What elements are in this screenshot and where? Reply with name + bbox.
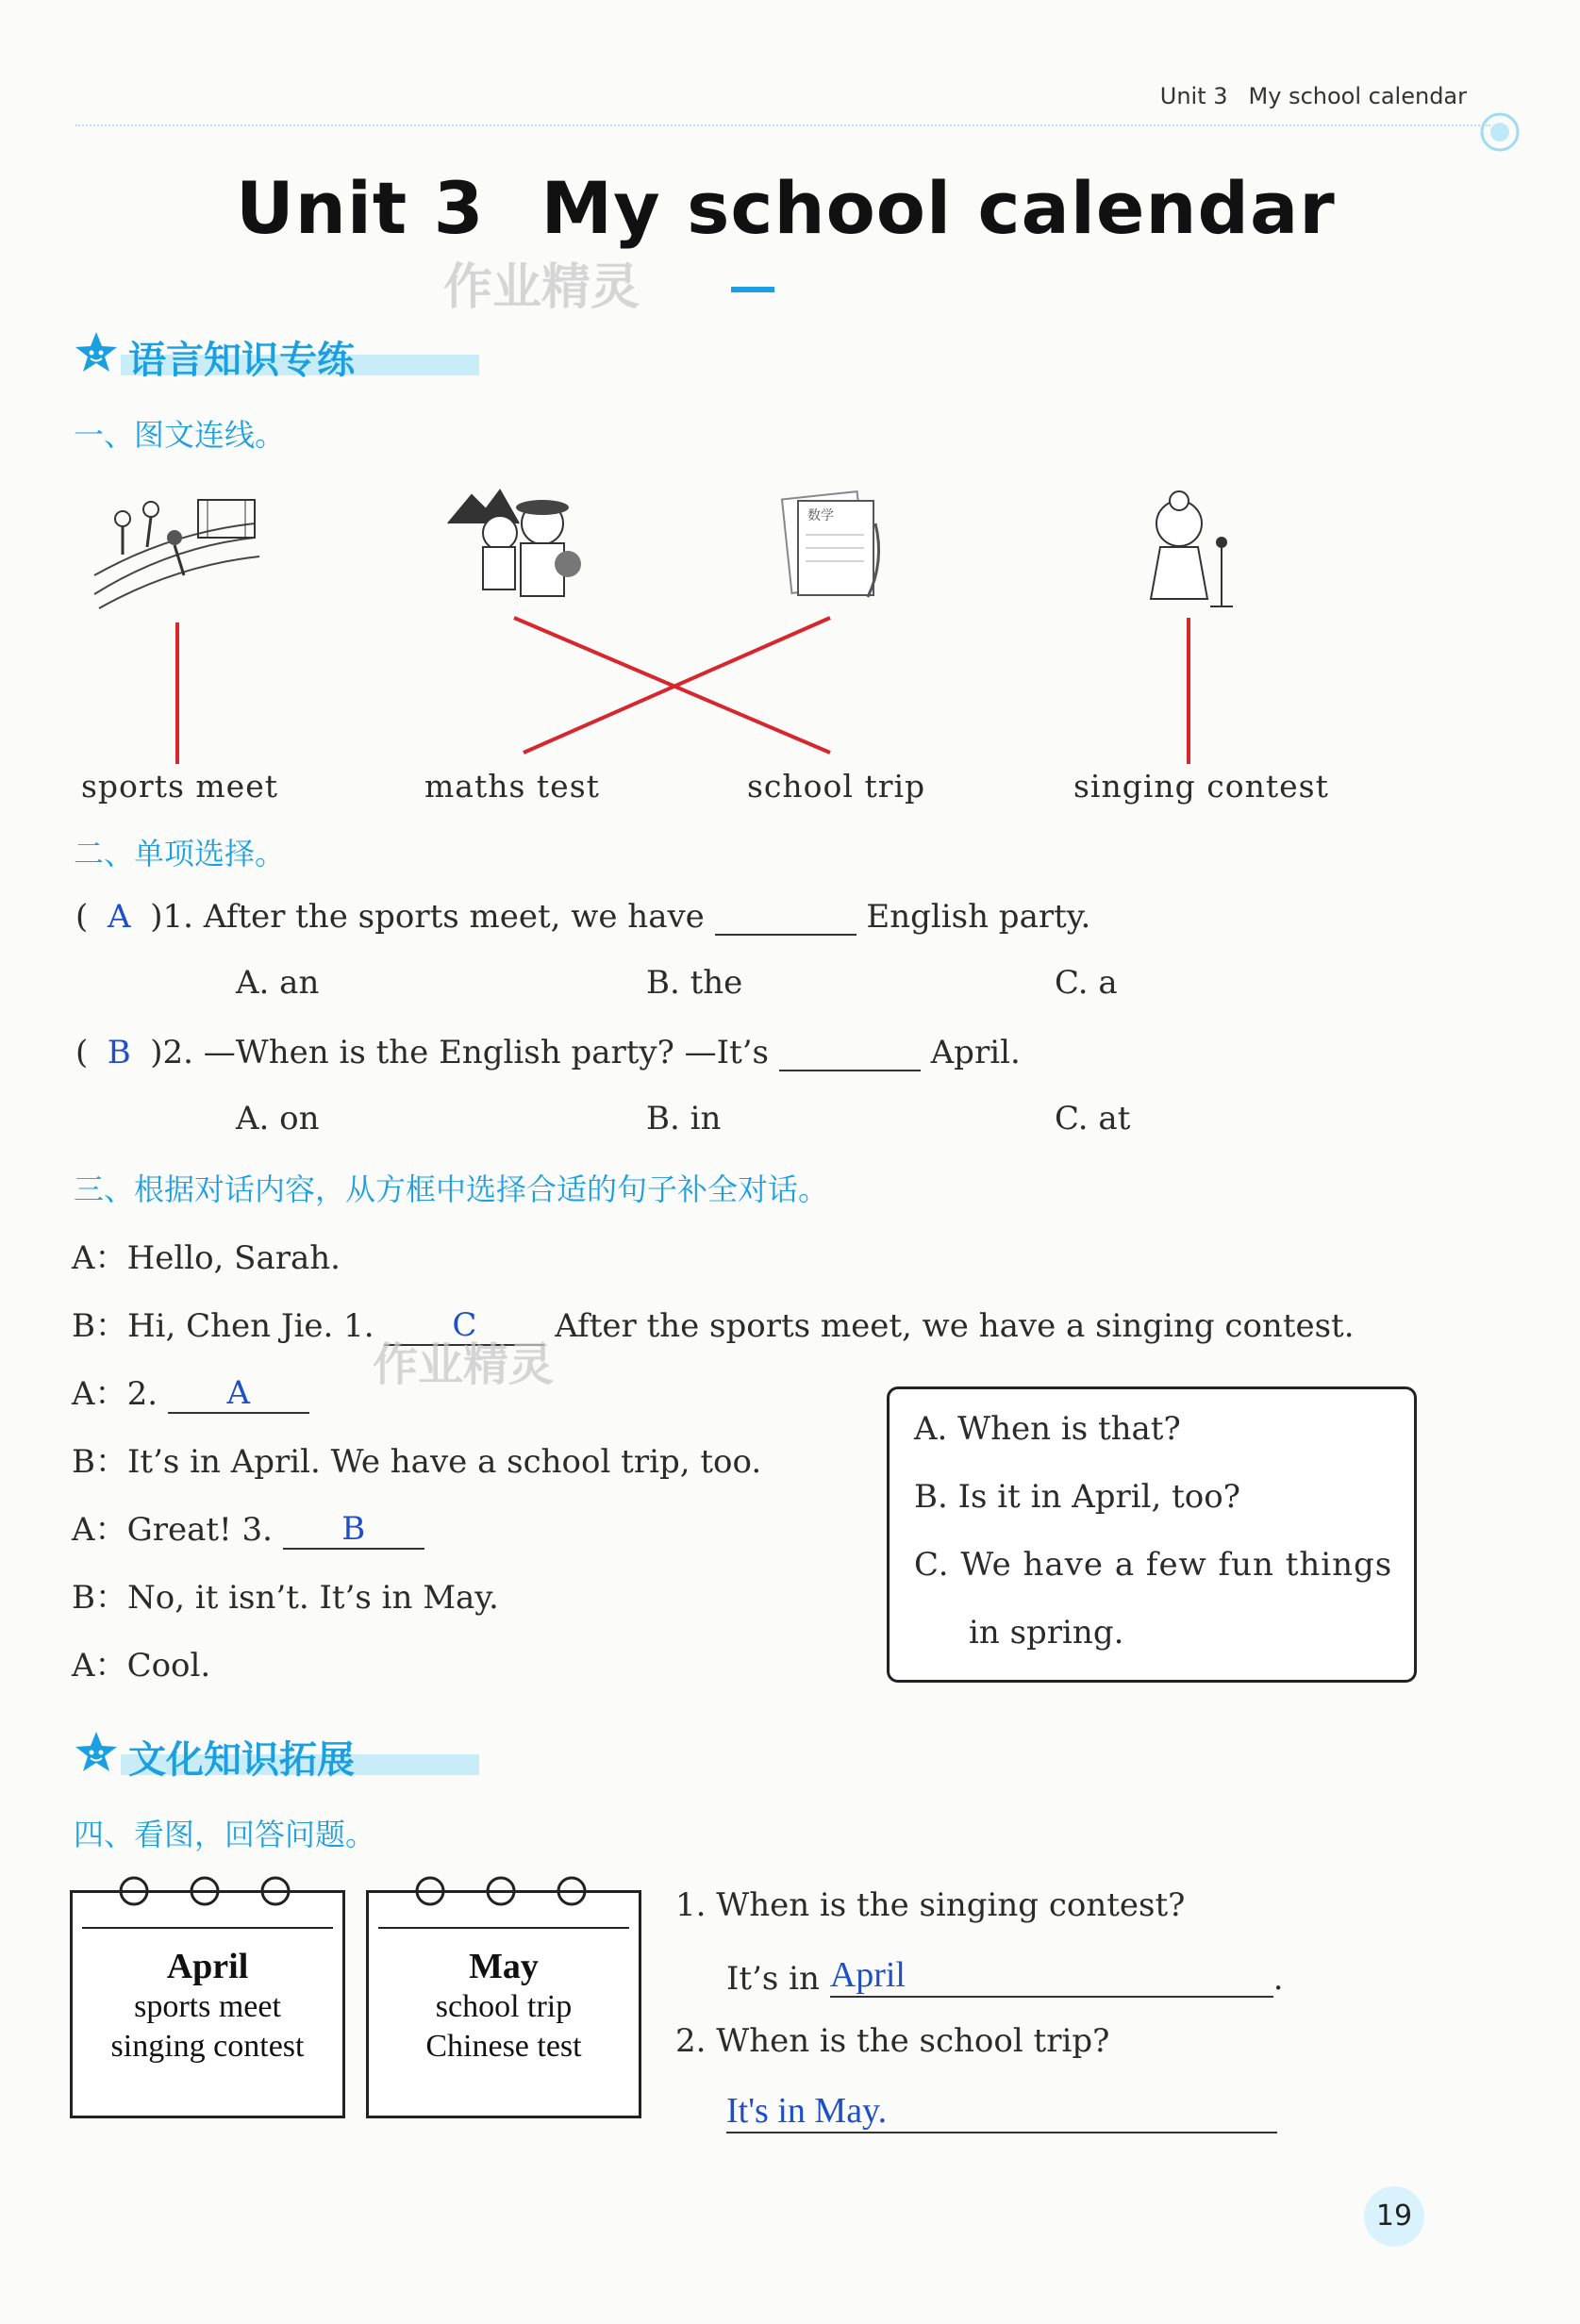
dialogue-blank-2[interactable]: A: [168, 1374, 309, 1414]
dialogue-speaker: B：: [72, 1443, 127, 1481]
dialogue-blank-1[interactable]: C: [384, 1306, 544, 1346]
dialogue-text: 2.: [126, 1375, 158, 1413]
part2-heading: 二、单项选择。: [74, 836, 286, 872]
choice-question-2: ( B )2. —When is the English party? —It’s April.: [75, 1034, 1021, 1071]
dialogue-text: It’s in April. We have a school trip, too.: [127, 1443, 762, 1481]
choice-option-1b[interactable]: B. the: [646, 964, 743, 1002]
choice-question-2-text: )2. —When is the English party? —It’s: [150, 1034, 769, 1071]
dialogue-text: Great! 3.: [126, 1511, 273, 1549]
dialogue-blank-3[interactable]: B: [283, 1510, 424, 1550]
dialogue-speaker: B：: [72, 1307, 127, 1345]
choice-question-1: ( A )1. After the sports meet, we have English party.: [75, 898, 1091, 936]
title-topic: My school calendar: [541, 166, 1336, 250]
dialogue-text: Hi, Chen Jie. 1.: [127, 1307, 374, 1345]
box-option-c: C. We have a few fun things: [914, 1546, 1393, 1584]
dialogue-line-6: [72, 1571, 499, 1618]
word-sports-meet: sports meet: [81, 768, 278, 805]
matching-lines: [0, 0, 1580, 849]
box-option-b: B. Is it in April, too?: [914, 1478, 1240, 1516]
choice-option-2a[interactable]: A. on: [236, 1100, 320, 1137]
calendar-month: April: [166, 1947, 249, 1986]
dialogue-speaker: A：: [72, 1375, 127, 1413]
calendar-month: May: [469, 1947, 539, 1986]
answer-end: .: [1272, 1960, 1284, 1998]
calendar-rings-icon: [110, 1872, 299, 1910]
dialogue-text: Cool.: [126, 1647, 211, 1685]
section-culture-label: 文化知识拓展: [128, 1738, 355, 1782]
choice-blank-2[interactable]: [779, 1032, 921, 1071]
dialogue-speaker: A：: [72, 1511, 127, 1549]
calendar-event: singing contest: [110, 2029, 305, 2064]
part4-question-1: 1. When is the singing contest?: [675, 1886, 1186, 1924]
section-culture: [74, 1730, 507, 1786]
dialogue-speaker: A：: [72, 1239, 127, 1277]
calendar-event: Chinese test: [425, 2029, 582, 2064]
choice-option-1c[interactable]: C. a: [1055, 964, 1118, 1002]
part4-answer-line-1: [726, 1954, 1284, 1998]
dialogue-speaker: B：: [72, 1579, 127, 1617]
choice-blank-1[interactable]: [715, 896, 857, 936]
word-school-trip: school trip: [747, 768, 926, 805]
box-option-c-cont: in spring.: [969, 1614, 1124, 1652]
calendar-rings-icon: [407, 1872, 595, 1910]
choice-option-2b[interactable]: B. in: [646, 1100, 722, 1137]
dialogue-speaker: A：: [72, 1647, 127, 1685]
answer-blank-1[interactable]: April: [830, 1954, 1273, 1998]
part4-heading: 四、看图，回答问题。: [74, 1817, 376, 1852]
svg-text:数学: 数学: [807, 508, 834, 523]
choice-question-2-after: April.: [930, 1034, 1021, 1071]
calendar-event: sports meet: [134, 1989, 281, 2024]
choice-answer-2[interactable]: B: [107, 1034, 131, 1071]
options-box: [887, 1386, 1417, 1683]
dialogue-line-5: [72, 1503, 424, 1550]
watermark-2: 作业精灵: [373, 1338, 555, 1391]
calendar-event: school trip: [435, 1989, 573, 2024]
calendar-may: [366, 1890, 641, 2118]
running-header-topic: My school calendar: [1248, 83, 1467, 109]
title-unit: Unit 3: [236, 166, 485, 250]
dialogue-line-7: [72, 1639, 210, 1685]
page-number: 19: [1364, 2186, 1424, 2247]
word-maths-test: maths test: [424, 768, 600, 805]
dialogue-text: No, it isn’t. It’s in May.: [127, 1579, 499, 1617]
choice-option-1a[interactable]: A. an: [236, 964, 320, 1002]
dialogue-line-1: [72, 1232, 341, 1278]
part4-answer-line-2: [726, 2090, 1277, 2133]
part3-heading: 三、根据对话内容，从方框中选择合适的句子补全对话。: [74, 1171, 829, 1207]
calendar-april: [70, 1890, 345, 2118]
box-option-a: A. When is that?: [914, 1410, 1181, 1448]
dialogue-line-3: [72, 1368, 309, 1414]
answer-prefix: It’s in: [726, 1960, 820, 1998]
answer-blank-2[interactable]: It's in May.: [726, 2090, 1277, 2133]
running-header-unit: Unit 3: [1159, 83, 1228, 109]
choice-question-1-text: )1. After the sports meet, we have: [150, 898, 705, 936]
choice-question-1-after: English party.: [866, 898, 1091, 936]
word-singing-contest: singing contest: [1073, 768, 1329, 805]
dialogue-line-2: [72, 1300, 1355, 1346]
dialogue-line-4: [72, 1436, 761, 1482]
dialogue-text-after: After the sports meet, we have a singing contest.: [555, 1307, 1355, 1345]
part1-heading: 一、图文连线。: [74, 417, 286, 453]
dialogue-text: Hello, Sarah.: [126, 1239, 341, 1277]
watermark: 作业精灵: [443, 259, 640, 316]
choice-answer-1[interactable]: A: [107, 898, 131, 936]
choice-option-2c[interactable]: C. at: [1055, 1100, 1131, 1137]
section-language-label: 语言知识专练: [128, 339, 355, 382]
part4-question-2: 2. When is the school trip?: [675, 2022, 1110, 2060]
